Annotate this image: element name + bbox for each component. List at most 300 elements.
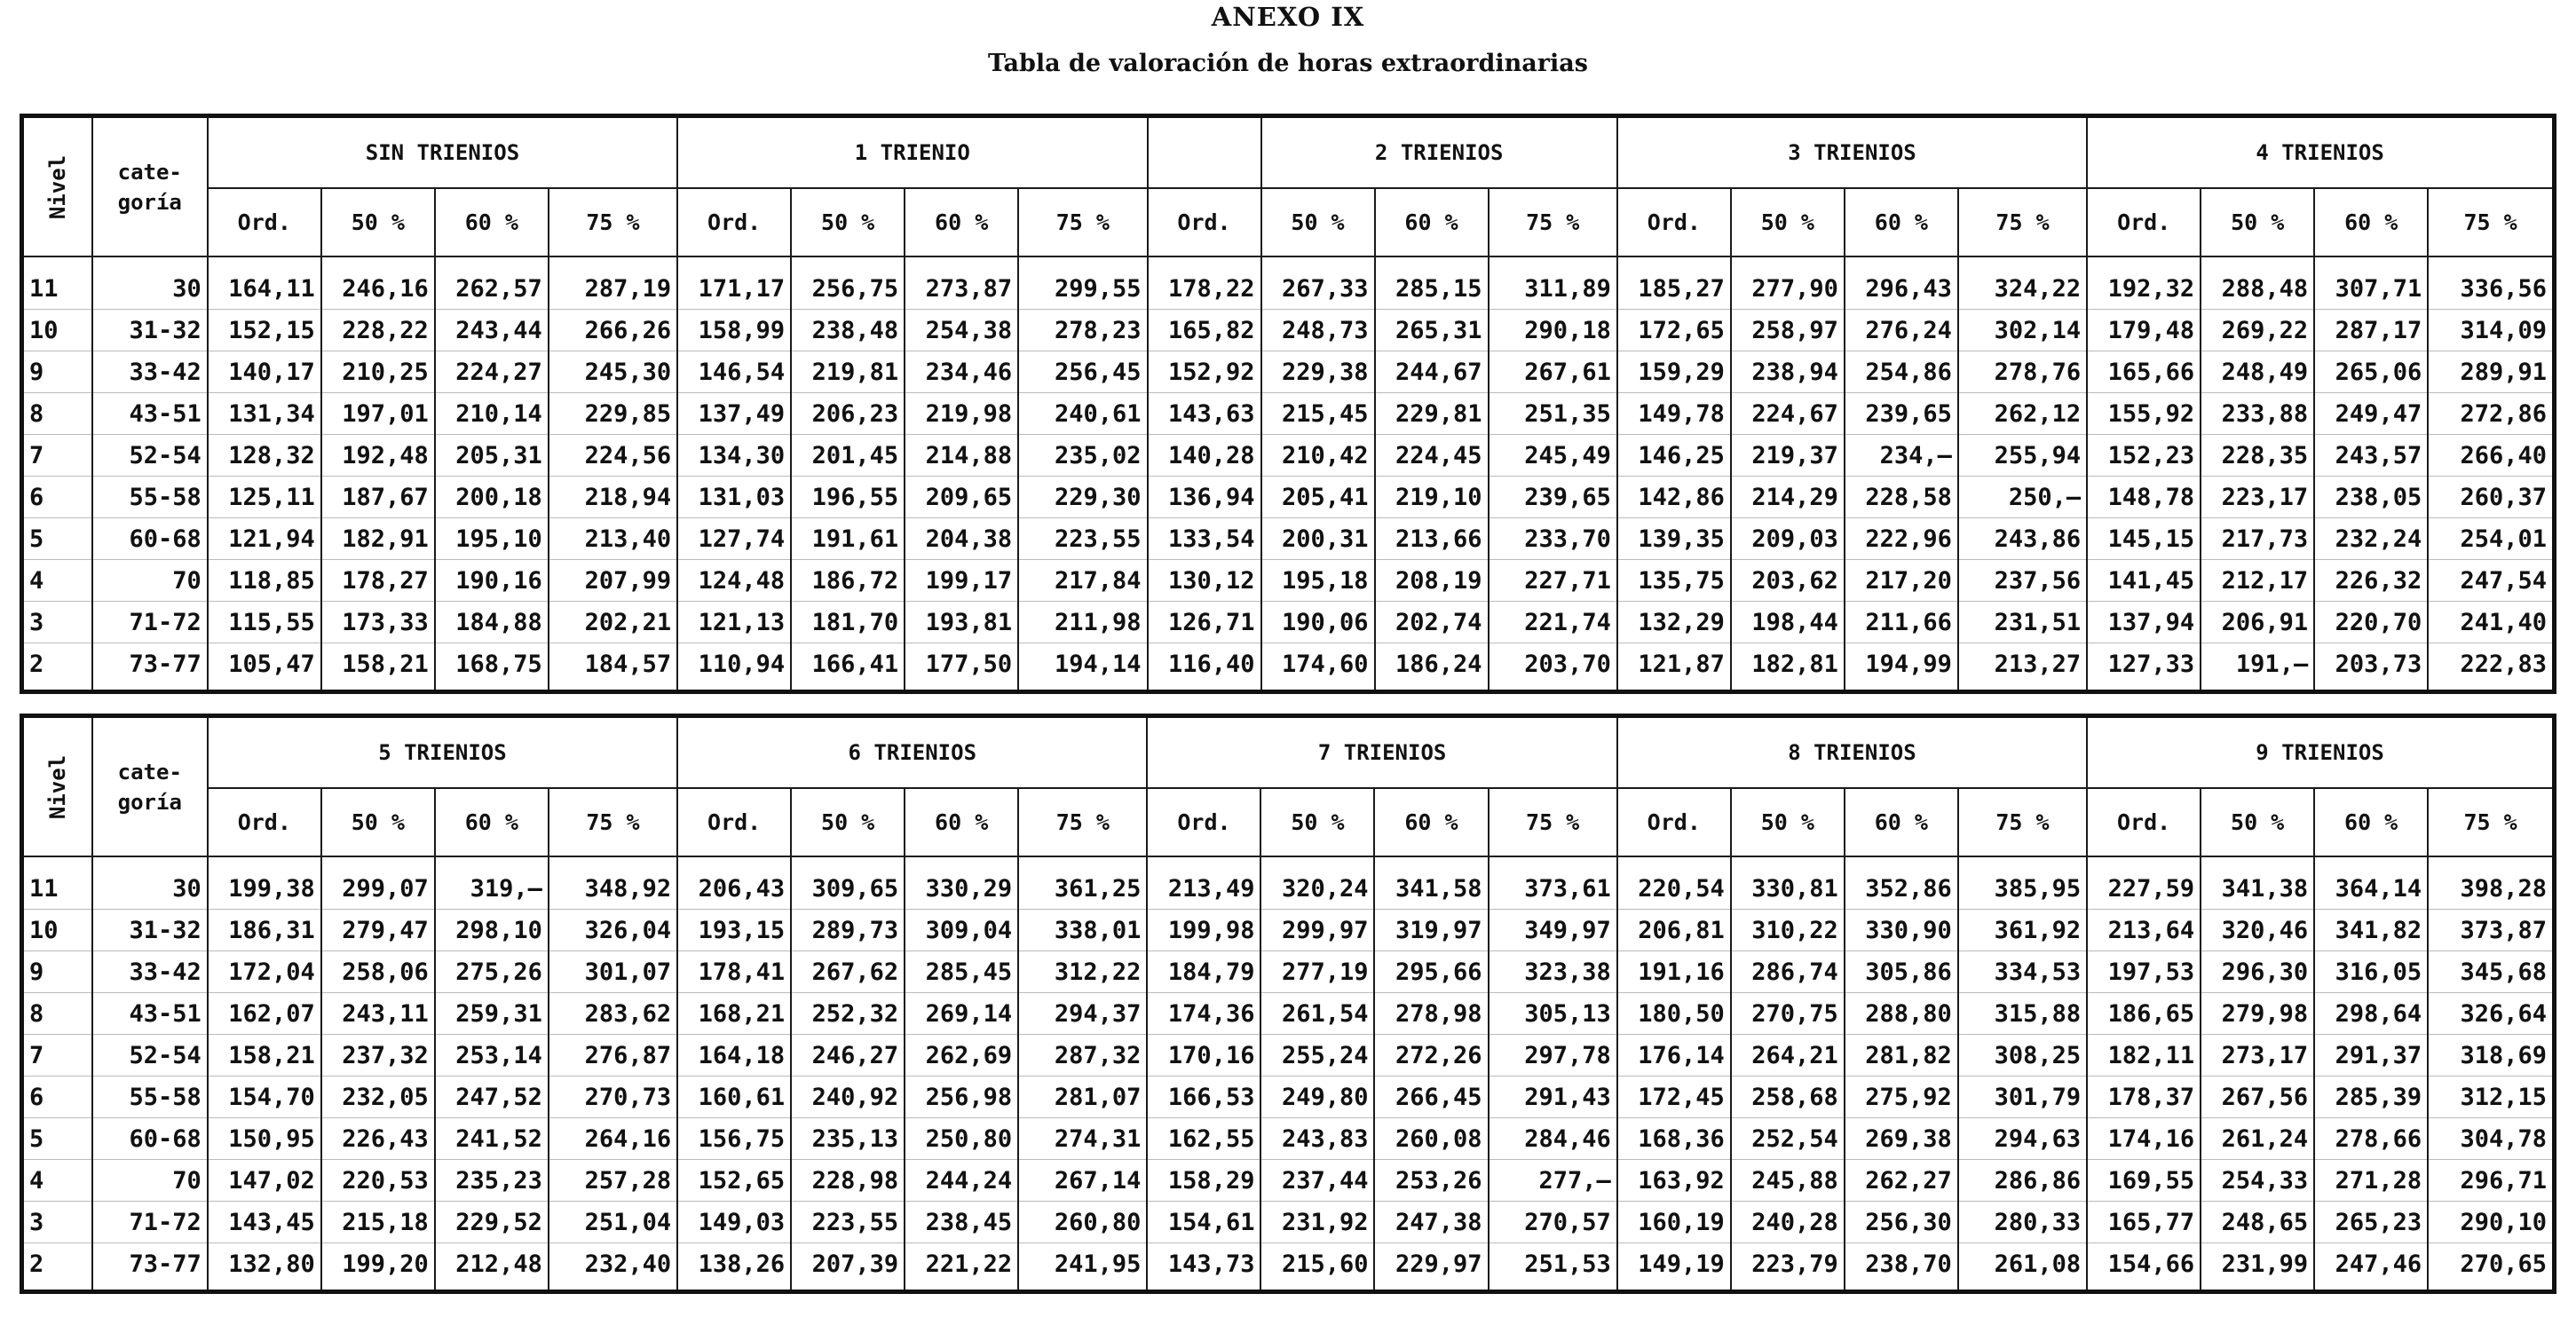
value-cell: 264,21 xyxy=(1731,1035,1845,1077)
value-cell: 229,38 xyxy=(1261,351,1375,393)
value-cell: 200,18 xyxy=(435,477,549,518)
value-cell: 228,22 xyxy=(321,310,435,351)
nivel-cell: 3 xyxy=(22,602,92,643)
value-cell: 154,70 xyxy=(208,1077,321,1118)
categoria-cell: 43-51 xyxy=(92,393,208,435)
value-cell: 127,74 xyxy=(677,518,791,560)
value-cell: 215,18 xyxy=(321,1202,435,1243)
group-header xyxy=(1148,116,1261,189)
value-cell: 254,33 xyxy=(2201,1160,2314,1202)
value-cell: 287,17 xyxy=(2314,310,2428,351)
categoria-cell: 70 xyxy=(92,1160,208,1202)
categoria-cell: 70 xyxy=(92,560,208,602)
value-cell: 143,63 xyxy=(1148,393,1261,435)
sub-header: 60 % xyxy=(2314,788,2428,856)
sub-header: 60 % xyxy=(1375,188,1489,256)
value-cell: 193,15 xyxy=(677,910,791,951)
value-cell: 131,34 xyxy=(208,393,321,435)
categoria-header: cate- goría xyxy=(92,716,208,857)
value-cell: 296,43 xyxy=(1845,256,1958,310)
categoria-cell: 73-77 xyxy=(92,643,208,692)
value-cell: 246,27 xyxy=(791,1035,905,1077)
value-cell: 234,46 xyxy=(905,351,1018,393)
categoria-cell: 55-58 xyxy=(92,477,208,518)
value-cell: 165,77 xyxy=(2087,1202,2201,1243)
value-cell: 238,05 xyxy=(2314,477,2428,518)
value-cell: 132,29 xyxy=(1617,602,1731,643)
value-cell: 256,75 xyxy=(791,256,905,310)
value-cell: 267,61 xyxy=(1489,351,1617,393)
value-cell: 373,61 xyxy=(1489,856,1617,910)
value-cell: 210,25 xyxy=(321,351,435,393)
nivel-cell: 9 xyxy=(22,951,92,993)
value-cell: 252,54 xyxy=(1731,1118,1845,1160)
value-cell: 266,45 xyxy=(1374,1077,1488,1118)
value-cell: 205,41 xyxy=(1261,477,1375,518)
value-cell: 243,83 xyxy=(1260,1118,1374,1160)
value-cell: 126,71 xyxy=(1148,602,1261,643)
value-cell: 288,80 xyxy=(1845,993,1958,1035)
value-cell: 192,32 xyxy=(2087,256,2201,310)
value-cell: 105,47 xyxy=(208,643,321,692)
value-cell: 207,99 xyxy=(549,560,677,602)
value-cell: 194,99 xyxy=(1845,643,1958,692)
value-cell: 199,38 xyxy=(208,856,321,910)
value-cell: 228,58 xyxy=(1845,477,1958,518)
value-cell: 200,31 xyxy=(1261,518,1375,560)
value-cell: 134,30 xyxy=(677,435,791,477)
value-cell: 152,65 xyxy=(677,1160,791,1202)
group-header: 3 TRIENIOS xyxy=(1617,116,2087,189)
value-cell: 150,95 xyxy=(208,1118,321,1160)
sub-header-row xyxy=(22,788,2555,856)
value-cell: 255,94 xyxy=(1958,435,2087,477)
value-cell: 118,85 xyxy=(208,560,321,602)
value-cell: 279,47 xyxy=(321,910,435,951)
sub-header: 50 % xyxy=(791,188,905,256)
value-cell: 254,38 xyxy=(905,310,1018,351)
categoria-cell: 30 xyxy=(92,256,208,310)
value-cell: 259,31 xyxy=(435,993,549,1035)
value-cell: 287,32 xyxy=(1018,1035,1147,1077)
value-cell: 182,11 xyxy=(2087,1035,2201,1077)
value-cell: 276,87 xyxy=(549,1035,677,1077)
value-cell: 256,98 xyxy=(905,1077,1018,1118)
value-cell: 272,86 xyxy=(2428,393,2554,435)
value-cell: 247,54 xyxy=(2428,560,2554,602)
value-cell: 398,28 xyxy=(2428,856,2554,910)
value-cell: 269,22 xyxy=(2201,310,2314,351)
nivel-header xyxy=(22,116,92,257)
value-cell: 220,70 xyxy=(2314,602,2428,643)
categoria-cell: 33-42 xyxy=(92,351,208,393)
value-cell: 223,55 xyxy=(1018,518,1147,560)
value-cell: 121,87 xyxy=(1617,643,1731,692)
value-cell: 152,92 xyxy=(1148,351,1261,393)
value-cell: 262,69 xyxy=(905,1035,1018,1077)
value-cell: 224,45 xyxy=(1375,435,1489,477)
value-cell: 289,91 xyxy=(2428,351,2554,393)
nivel-cell: 2 xyxy=(22,643,92,692)
value-cell: 265,23 xyxy=(2314,1202,2428,1243)
value-cell: 262,57 xyxy=(435,256,549,310)
value-cell: 235,23 xyxy=(435,1160,549,1202)
nivel-cell: 4 xyxy=(22,1160,92,1202)
value-cell: 227,59 xyxy=(2087,856,2201,910)
table-row xyxy=(22,256,2555,310)
nivel-cell: 7 xyxy=(22,435,92,477)
value-cell: 250,– xyxy=(1958,477,2087,518)
value-cell: 115,55 xyxy=(208,602,321,643)
value-cell: 208,19 xyxy=(1375,560,1489,602)
value-cell: 168,75 xyxy=(435,643,549,692)
table-row xyxy=(22,435,2555,477)
value-cell: 181,70 xyxy=(791,602,905,643)
nivel-cell: 11 xyxy=(22,856,92,910)
page-title: ANEXO IX xyxy=(1211,2,1365,32)
value-cell: 184,88 xyxy=(435,602,549,643)
value-cell: 177,50 xyxy=(905,643,1018,692)
sub-header: 50 % xyxy=(321,788,435,856)
value-cell: 319,– xyxy=(435,856,549,910)
value-cell: 318,69 xyxy=(2428,1035,2554,1077)
sub-header: Ord. xyxy=(1617,188,1731,256)
value-cell: 258,97 xyxy=(1731,310,1845,351)
value-cell: 147,02 xyxy=(208,1160,321,1202)
value-cell: 270,57 xyxy=(1489,1202,1617,1243)
value-cell: 145,15 xyxy=(2087,518,2201,560)
value-cell: 227,71 xyxy=(1489,560,1617,602)
value-cell: 275,92 xyxy=(1845,1077,1958,1118)
value-cell: 218,94 xyxy=(549,477,677,518)
value-cell: 140,17 xyxy=(208,351,321,393)
value-cell: 385,95 xyxy=(1958,856,2087,910)
value-cell: 349,97 xyxy=(1489,910,1617,951)
value-cell: 158,21 xyxy=(208,1035,321,1077)
value-cell: 234,– xyxy=(1845,435,1958,477)
sub-header: Ord. xyxy=(208,188,321,256)
value-cell: 217,84 xyxy=(1018,560,1147,602)
value-cell: 206,43 xyxy=(677,856,791,910)
value-cell: 174,60 xyxy=(1261,643,1375,692)
table-body xyxy=(22,116,2555,692)
value-cell: 223,79 xyxy=(1731,1243,1845,1292)
value-cell: 182,81 xyxy=(1731,643,1845,692)
value-cell: 137,94 xyxy=(2087,602,2201,643)
table-row xyxy=(22,1160,2555,1202)
value-cell: 287,19 xyxy=(549,256,677,310)
value-cell: 284,46 xyxy=(1489,1118,1617,1160)
value-cell: 265,06 xyxy=(2314,351,2428,393)
value-cell: 266,40 xyxy=(2428,435,2554,477)
categoria-cell: 60-68 xyxy=(92,518,208,560)
value-cell: 156,75 xyxy=(677,1118,791,1160)
value-cell: 127,33 xyxy=(2087,643,2201,692)
value-cell: 137,49 xyxy=(677,393,791,435)
value-cell: 267,33 xyxy=(1261,256,1375,310)
value-cell: 290,18 xyxy=(1489,310,1617,351)
value-cell: 229,30 xyxy=(1018,477,1147,518)
value-cell: 231,99 xyxy=(2201,1243,2314,1292)
value-cell: 207,39 xyxy=(791,1243,905,1292)
sub-header: 60 % xyxy=(1845,788,1958,856)
value-cell: 143,73 xyxy=(1147,1243,1260,1292)
value-cell: 174,16 xyxy=(2087,1118,2201,1160)
value-cell: 197,01 xyxy=(321,393,435,435)
value-cell: 296,71 xyxy=(2428,1160,2554,1202)
value-cell: 319,97 xyxy=(1374,910,1488,951)
group-header: 1 TRIENIO xyxy=(677,116,1147,189)
sub-header: 75 % xyxy=(1958,788,2087,856)
value-cell: 213,40 xyxy=(549,518,677,560)
value-cell: 361,92 xyxy=(1958,910,2087,951)
value-cell: 185,27 xyxy=(1617,256,1731,310)
group-header: 9 TRIENIOS xyxy=(2087,716,2554,789)
value-cell: 198,44 xyxy=(1731,602,1845,643)
value-cell: 210,14 xyxy=(435,393,549,435)
value-cell: 163,92 xyxy=(1617,1160,1731,1202)
table-row xyxy=(22,856,2555,910)
value-cell: 229,81 xyxy=(1375,393,1489,435)
value-cell: 131,03 xyxy=(677,477,791,518)
value-cell: 309,65 xyxy=(791,856,905,910)
value-cell: 165,66 xyxy=(2087,351,2201,393)
value-cell: 265,31 xyxy=(1375,310,1489,351)
nivel-label: Nivel xyxy=(44,754,70,819)
value-cell: 213,64 xyxy=(2087,910,2201,951)
value-cell: 248,73 xyxy=(1261,310,1375,351)
value-cell: 238,94 xyxy=(1731,351,1845,393)
value-cell: 158,99 xyxy=(677,310,791,351)
table-row xyxy=(22,560,2555,602)
categoria-cell: 31-32 xyxy=(92,310,208,351)
value-cell: 286,86 xyxy=(1958,1160,2087,1202)
value-cell: 136,94 xyxy=(1148,477,1261,518)
value-cell: 299,07 xyxy=(321,856,435,910)
value-cell: 135,75 xyxy=(1617,560,1731,602)
value-cell: 184,57 xyxy=(549,643,677,692)
value-cell: 166,41 xyxy=(791,643,905,692)
value-cell: 197,53 xyxy=(2087,951,2201,993)
value-cell: 130,12 xyxy=(1148,560,1261,602)
value-cell: 281,82 xyxy=(1845,1035,1958,1077)
value-cell: 258,06 xyxy=(321,951,435,993)
value-cell: 255,24 xyxy=(1260,1035,1374,1077)
value-cell: 176,14 xyxy=(1617,1035,1731,1077)
table-row xyxy=(22,951,2555,993)
value-cell: 260,80 xyxy=(1018,1202,1147,1243)
value-cell: 270,73 xyxy=(549,1077,677,1118)
value-cell: 219,37 xyxy=(1731,435,1845,477)
value-cell: 341,82 xyxy=(2314,910,2428,951)
value-cell: 187,67 xyxy=(321,477,435,518)
value-cell: 267,14 xyxy=(1018,1160,1147,1202)
value-cell: 298,64 xyxy=(2314,993,2428,1035)
value-cell: 146,25 xyxy=(1617,435,1731,477)
value-cell: 291,37 xyxy=(2314,1035,2428,1077)
value-cell: 228,98 xyxy=(791,1160,905,1202)
value-cell: 186,72 xyxy=(791,560,905,602)
value-cell: 254,01 xyxy=(2428,518,2554,560)
value-cell: 116,40 xyxy=(1148,643,1261,692)
value-cell: 261,08 xyxy=(1958,1243,2087,1292)
value-cell: 289,73 xyxy=(791,910,905,951)
value-cell: 224,56 xyxy=(549,435,677,477)
value-cell: 301,79 xyxy=(1958,1077,2087,1118)
value-cell: 232,40 xyxy=(549,1243,677,1292)
sub-header: 60 % xyxy=(1374,788,1488,856)
value-cell: 304,78 xyxy=(2428,1118,2554,1160)
value-cell: 299,55 xyxy=(1018,256,1147,310)
value-cell: 238,70 xyxy=(1845,1243,1958,1292)
value-cell: 308,25 xyxy=(1958,1035,2087,1077)
value-cell: 224,27 xyxy=(435,351,549,393)
value-cell: 245,88 xyxy=(1731,1160,1845,1202)
value-cell: 231,92 xyxy=(1260,1202,1374,1243)
value-cell: 121,13 xyxy=(677,602,791,643)
value-cell: 205,31 xyxy=(435,435,549,477)
table-row xyxy=(22,310,2555,351)
value-cell: 169,55 xyxy=(2087,1160,2201,1202)
value-cell: 226,43 xyxy=(321,1118,435,1160)
sub-header: 60 % xyxy=(435,188,549,256)
value-cell: 364,14 xyxy=(2314,856,2428,910)
value-cell: 271,28 xyxy=(2314,1160,2428,1202)
value-cell: 262,12 xyxy=(1958,393,2087,435)
value-cell: 222,83 xyxy=(2428,643,2554,692)
value-cell: 223,17 xyxy=(2201,477,2314,518)
categoria-cell: 60-68 xyxy=(92,1118,208,1160)
value-cell: 219,81 xyxy=(791,351,905,393)
value-cell: 172,65 xyxy=(1617,310,1731,351)
value-cell: 261,24 xyxy=(2201,1118,2314,1160)
sub-header: 50 % xyxy=(2201,788,2314,856)
value-cell: 275,26 xyxy=(435,951,549,993)
value-cell: 361,25 xyxy=(1018,856,1147,910)
group-header: 5 TRIENIOS xyxy=(208,716,677,789)
value-cell: 316,05 xyxy=(2314,951,2428,993)
value-cell: 245,49 xyxy=(1489,435,1617,477)
value-cell: 254,86 xyxy=(1845,351,1958,393)
value-cell: 243,86 xyxy=(1958,518,2087,560)
value-cell: 237,44 xyxy=(1260,1160,1374,1202)
value-cell: 166,53 xyxy=(1147,1077,1260,1118)
value-cell: 178,41 xyxy=(677,951,791,993)
value-cell: 241,52 xyxy=(435,1118,549,1160)
value-cell: 251,53 xyxy=(1489,1243,1617,1292)
value-cell: 233,70 xyxy=(1489,518,1617,560)
value-cell: 203,62 xyxy=(1731,560,1845,602)
nivel-cell: 6 xyxy=(22,477,92,518)
value-cell: 245,30 xyxy=(549,351,677,393)
value-cell: 256,45 xyxy=(1018,351,1147,393)
value-cell: 250,80 xyxy=(905,1118,1018,1160)
value-cell: 295,66 xyxy=(1374,951,1488,993)
value-cell: 221,74 xyxy=(1489,602,1617,643)
overtime-table-2 xyxy=(20,714,2556,1294)
sub-header-row xyxy=(22,188,2555,256)
value-cell: 285,15 xyxy=(1375,256,1489,310)
value-cell: 209,03 xyxy=(1731,518,1845,560)
nivel-label: Nivel xyxy=(44,154,70,219)
table-row xyxy=(22,1243,2555,1292)
value-cell: 140,28 xyxy=(1148,435,1261,477)
value-cell: 258,68 xyxy=(1731,1077,1845,1118)
value-cell: 172,04 xyxy=(208,951,321,993)
group-header: 2 TRIENIOS xyxy=(1261,116,1617,189)
value-cell: 310,22 xyxy=(1731,910,1845,951)
value-cell: 238,45 xyxy=(905,1202,1018,1243)
value-cell: 221,22 xyxy=(905,1243,1018,1292)
value-cell: 294,37 xyxy=(1018,993,1147,1035)
value-cell: 138,26 xyxy=(677,1243,791,1292)
categoria-cell: 73-77 xyxy=(92,1243,208,1292)
value-cell: 246,16 xyxy=(321,256,435,310)
nivel-cell: 10 xyxy=(22,910,92,951)
value-cell: 191,16 xyxy=(1617,951,1731,993)
value-cell: 233,88 xyxy=(2201,393,2314,435)
value-cell: 278,66 xyxy=(2314,1118,2428,1160)
value-cell: 128,32 xyxy=(208,435,321,477)
sub-header: 75 % xyxy=(1018,188,1147,256)
value-cell: 148,78 xyxy=(2087,477,2201,518)
nivel-header xyxy=(22,716,92,857)
value-cell: 160,19 xyxy=(1617,1202,1731,1243)
value-cell: 237,56 xyxy=(1958,560,2087,602)
value-cell: 212,17 xyxy=(2201,560,2314,602)
value-cell: 222,96 xyxy=(1845,518,1958,560)
value-cell: 286,74 xyxy=(1731,951,1845,993)
value-cell: 352,86 xyxy=(1845,856,1958,910)
categoria-cell: 71-72 xyxy=(92,602,208,643)
value-cell: 296,30 xyxy=(2201,951,2314,993)
value-cell: 211,98 xyxy=(1018,602,1147,643)
value-cell: 220,53 xyxy=(321,1160,435,1202)
value-cell: 125,11 xyxy=(208,477,321,518)
group-header-row xyxy=(22,116,2555,189)
value-cell: 280,33 xyxy=(1958,1202,2087,1243)
value-cell: 193,81 xyxy=(905,602,1018,643)
value-cell: 146,54 xyxy=(677,351,791,393)
categoria-cell: 52-54 xyxy=(92,435,208,477)
value-cell: 192,48 xyxy=(321,435,435,477)
value-cell: 267,62 xyxy=(791,951,905,993)
value-cell: 178,22 xyxy=(1148,256,1261,310)
value-cell: 172,45 xyxy=(1617,1077,1731,1118)
value-cell: 298,10 xyxy=(435,910,549,951)
nivel-cell: 4 xyxy=(22,560,92,602)
value-cell: 229,85 xyxy=(549,393,677,435)
value-cell: 232,05 xyxy=(321,1077,435,1118)
value-cell: 239,65 xyxy=(1845,393,1958,435)
value-cell: 182,91 xyxy=(321,518,435,560)
value-cell: 309,04 xyxy=(905,910,1018,951)
value-cell: 190,16 xyxy=(435,560,549,602)
value-cell: 281,07 xyxy=(1018,1077,1147,1118)
value-cell: 219,10 xyxy=(1375,477,1489,518)
table-row xyxy=(22,1202,2555,1243)
value-cell: 235,13 xyxy=(791,1118,905,1160)
value-cell: 143,45 xyxy=(208,1202,321,1243)
value-cell: 155,92 xyxy=(2087,393,2201,435)
value-cell: 334,53 xyxy=(1958,951,2087,993)
value-cell: 133,54 xyxy=(1148,518,1261,560)
value-cell: 168,36 xyxy=(1617,1118,1731,1160)
value-cell: 152,15 xyxy=(208,310,321,351)
value-cell: 149,03 xyxy=(677,1202,791,1243)
table-row xyxy=(22,1118,2555,1160)
value-cell: 171,17 xyxy=(677,256,791,310)
